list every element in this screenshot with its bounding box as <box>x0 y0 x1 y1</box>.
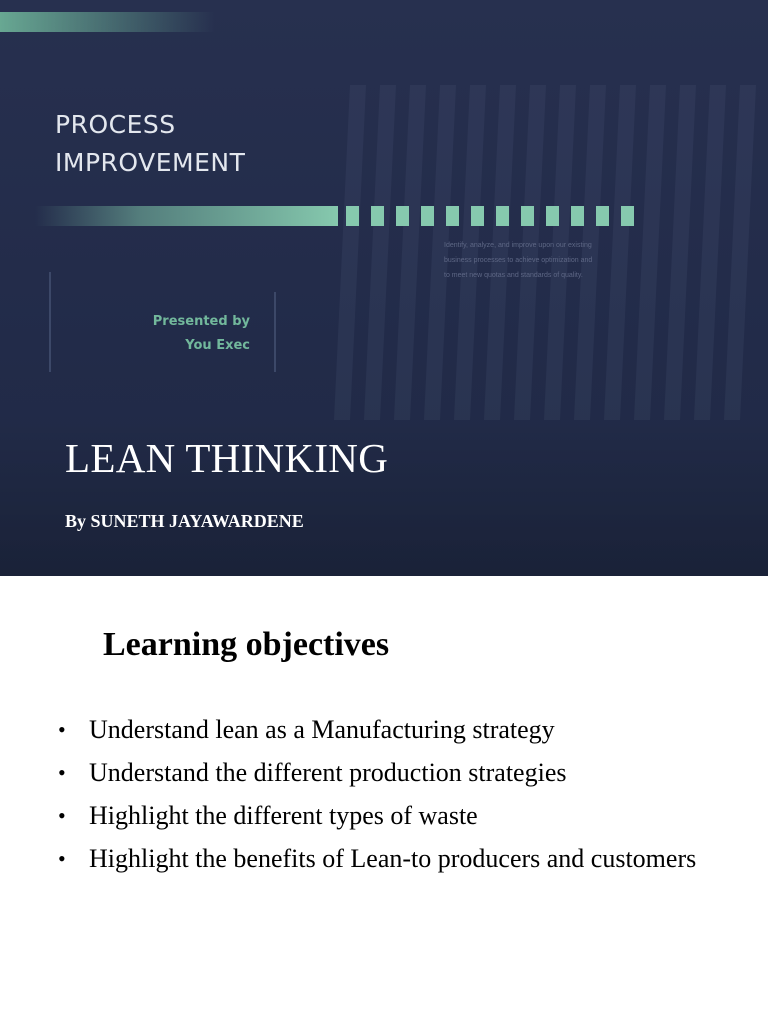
bullet-icon: • <box>58 803 66 828</box>
description-line: Identify, analyze, and improve upon our existing <box>444 242 592 249</box>
left-divider-line <box>49 272 51 372</box>
list-item <box>58 841 698 877</box>
presenter-name: You Exec <box>185 338 250 353</box>
bullet-icon: • <box>58 717 66 742</box>
presented-by <box>120 310 250 358</box>
description-line: to meet new quotas and standards of quality. <box>444 272 583 279</box>
inner-slide-description <box>444 238 654 283</box>
list-item-text: Understand the different production strategies <box>89 758 567 787</box>
presented-by-label: Presented by <box>152 314 250 329</box>
inner-slide-title <box>55 106 245 182</box>
objectives-list <box>58 712 698 884</box>
inner-title-line: IMPROVEMENT <box>55 148 246 177</box>
bullet-icon: • <box>58 846 66 871</box>
middle-accent-bar <box>35 206 338 226</box>
description-line: business processes to achieve optimization and <box>444 257 593 264</box>
inner-title-line: PROCESS <box>55 110 176 139</box>
list-item <box>58 755 698 791</box>
bullet-icon: • <box>58 760 66 785</box>
right-divider-line <box>274 292 276 372</box>
section-heading: Learning objectives <box>103 626 390 663</box>
top-accent-bar <box>0 12 215 32</box>
document-title: LEAN THINKING <box>65 435 389 481</box>
list-item <box>58 798 698 834</box>
list-item <box>58 712 698 748</box>
list-item-text: Highlight the different types of waste <box>89 801 478 830</box>
list-item-text: Understand lean as a Manufacturing strategy <box>89 715 555 744</box>
list-item-text: Highlight the benefits of Lean-to producers and customers <box>89 844 697 873</box>
author-line: By SUNETH JAYAWARDENE <box>65 511 304 531</box>
